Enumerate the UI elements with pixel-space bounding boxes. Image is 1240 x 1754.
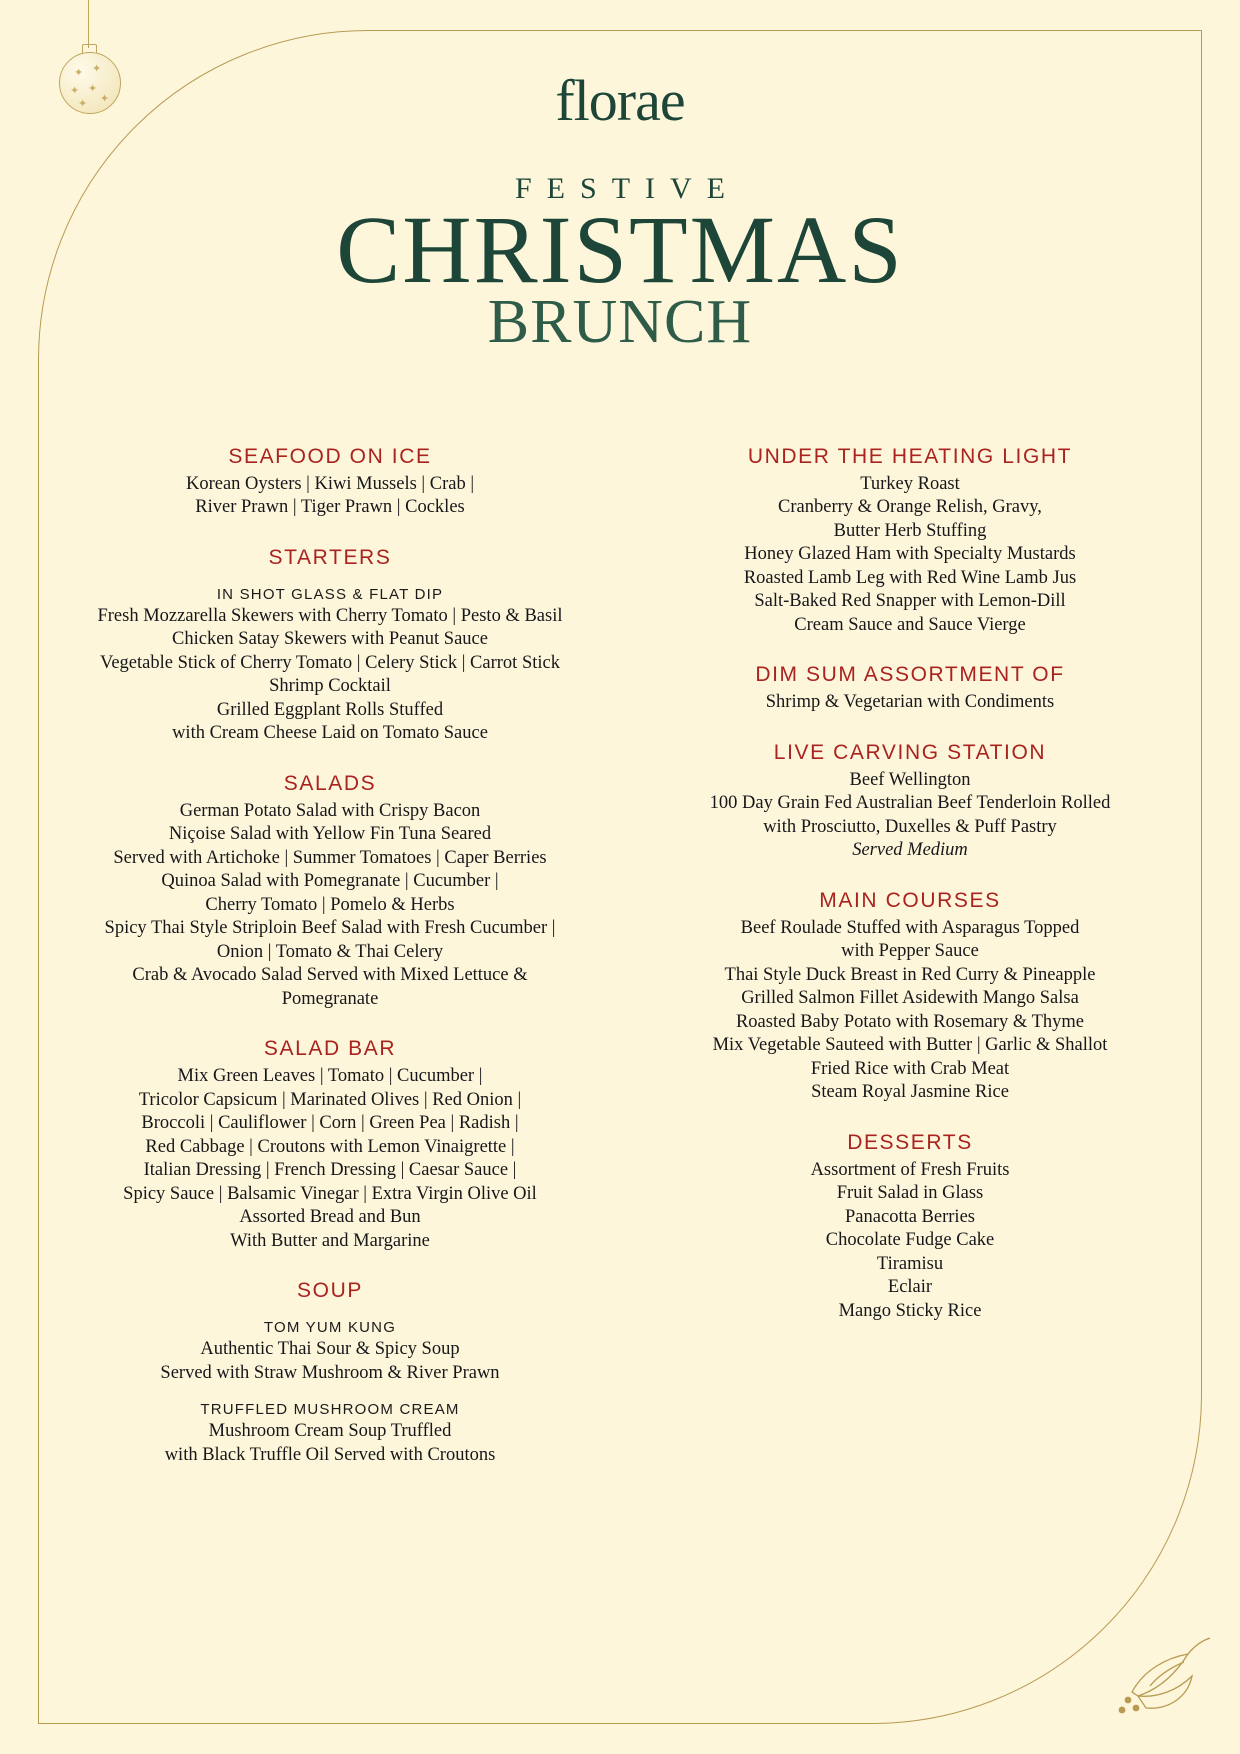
menu-item: Served with Straw Mushroom & River Prawn bbox=[160, 1362, 500, 1383]
menu-item: Served with Artichoke | Summer Tomatoes | Caper Berries bbox=[113, 847, 547, 868]
menu-item: Fruit Salad in Glass bbox=[836, 1183, 984, 1204]
menu-item: Vegetable Stick of Cherry Tomato | Celery Stick | Carrot Stick bbox=[100, 652, 560, 673]
menu-section bbox=[70, 1279, 590, 1467]
menu-item: Mango Sticky Rice bbox=[838, 1300, 982, 1321]
menu-item: Turkey Roast bbox=[860, 474, 960, 494]
page-subtitle: BRUNCH bbox=[487, 288, 753, 357]
menu-item: Spicy Sauce | Balsamic Vinegar | Extra Virgin Olive Oil bbox=[123, 1183, 537, 1204]
menu-item: Roasted Baby Potato with Rosemary & Thyme bbox=[735, 1011, 1085, 1032]
menu-item: Panacotta Berries bbox=[845, 1206, 975, 1227]
menu-item: Quinoa Salad with Pomegranate | Cucumber | bbox=[161, 871, 499, 892]
menu-section bbox=[650, 445, 1170, 637]
menu-item: Tiramisu bbox=[876, 1253, 944, 1274]
menu-subgroup bbox=[70, 1319, 590, 1385]
menu-item: Spicy Thai Style Striploin Beef Salad with Fresh Cucumber | bbox=[104, 918, 556, 939]
menu-section bbox=[70, 546, 590, 746]
menu-item: Mushroom Cream Soup Truffled bbox=[208, 1421, 452, 1442]
menu-item-note: Served Medium bbox=[852, 840, 968, 861]
section-title: DIM SUM ASSORTMENT OF bbox=[755, 663, 1065, 687]
menu-item: River Prawn | Tiger Prawn | Cockles bbox=[195, 497, 465, 518]
menu-section bbox=[650, 889, 1170, 1105]
menu-item: Beef Roulade Stuffed with Asparagus Topped bbox=[740, 917, 1080, 938]
menu-item: Cranberry & Orange Relish, Gravy, bbox=[778, 497, 1042, 518]
menu-item: With Butter and Margarine bbox=[230, 1230, 430, 1251]
section-title: SALAD BAR bbox=[263, 1037, 397, 1061]
menu-item: with Black Truffle Oil Served with Croutons bbox=[164, 1444, 496, 1465]
menu-section bbox=[650, 663, 1170, 714]
menu-item: Shrimp Cocktail bbox=[269, 676, 391, 697]
section-title: SALADS bbox=[283, 771, 377, 795]
header-eyebrow: FESTIVE bbox=[515, 172, 740, 205]
menu-section bbox=[70, 1037, 590, 1253]
menu-item: Steam Royal Jasmine Rice bbox=[811, 1082, 1009, 1103]
section-subtitle: TOM YUM KUNG bbox=[263, 1319, 397, 1337]
section-subtitle: TRUFFLED MUSHROOM CREAM bbox=[200, 1401, 460, 1419]
menu-item: Cream Sauce and Sauce Vierge bbox=[794, 614, 1026, 635]
menu-item: Korean Oysters | Kiwi Mussels | Crab | bbox=[185, 474, 475, 494]
christmas-bauble-ornament-icon: ✦ ✦ ✦ ✦ ✦ ✦ bbox=[44, 0, 134, 130]
menu-section bbox=[70, 772, 590, 1011]
menu-item: Eclair bbox=[887, 1277, 933, 1298]
menu-item: Shrimp & Vegetarian with Condiments bbox=[765, 692, 1055, 713]
menu-item: with Cream Cheese Laid on Tomato Sauce bbox=[172, 723, 488, 744]
section-title: LIVE CARVING STATION bbox=[773, 740, 1047, 764]
menu-item: Crab & Avocado Salad Served with Mixed Lettuce & bbox=[132, 965, 528, 986]
section-subtitle: IN SHOT GLASS & FLAT DIP bbox=[216, 585, 444, 603]
menu-section bbox=[650, 741, 1170, 863]
menu-item: Niçoise Salad with Yellow Fin Tuna Seared bbox=[168, 824, 492, 845]
menu-item: Chicken Satay Skewers with Peanut Sauce bbox=[172, 629, 488, 650]
menu-item: Honey Glazed Ham with Specialty Mustards bbox=[744, 544, 1076, 565]
menu-item: Assortment of Fresh Fruits bbox=[810, 1159, 1010, 1180]
menu-item: with Prosciutto, Duxelles & Puff Pastry bbox=[763, 816, 1057, 837]
menu-item: Italian Dressing | French Dressing | Caesar Sauce | bbox=[143, 1160, 517, 1181]
page-title: CHRISTMAS bbox=[336, 196, 904, 303]
menu-subgroup bbox=[70, 1401, 590, 1467]
restaurant-logo: florae bbox=[555, 68, 685, 133]
menu-columns bbox=[70, 445, 1170, 1493]
menu-item: Cherry Tomato | Pomelo & Herbs bbox=[205, 894, 455, 915]
section-title: MAIN COURSES bbox=[819, 888, 1001, 912]
section-title: SOUP bbox=[297, 1279, 363, 1303]
menu-item: Mix Vegetable Sauteed with Butter | Garlic & Shallot bbox=[712, 1035, 1108, 1056]
menu-item: with Pepper Sauce bbox=[841, 941, 979, 962]
menu-section bbox=[650, 1131, 1170, 1323]
menu-header bbox=[0, 68, 1240, 357]
menu-item: Pomegranate bbox=[281, 988, 379, 1009]
menu-item: Assorted Bread and Bun bbox=[239, 1207, 421, 1228]
menu-item: Thai Style Duck Breast in Red Curry & Pineapple bbox=[724, 964, 1096, 985]
menu-item: Mix Green Leaves | Tomato | Cucumber | bbox=[177, 1066, 483, 1087]
menu-item: Grilled Salmon Fillet Asidewith Mango Salsa bbox=[741, 988, 1079, 1009]
section-title: SEAFOOD ON ICE bbox=[228, 445, 432, 468]
section-title: STARTERS bbox=[268, 545, 392, 569]
menu-item: Authentic Thai Sour & Spicy Soup bbox=[200, 1339, 460, 1360]
menu-item: Fried Rice with Crab Meat bbox=[810, 1058, 1010, 1079]
menu-item: Chocolate Fudge Cake bbox=[825, 1230, 995, 1251]
menu-column-right bbox=[650, 445, 1170, 1493]
section-title: UNDER THE HEATING LIGHT bbox=[747, 445, 1073, 468]
menu-item: Red Cabbage | Croutons with Lemon Vinaigrette | bbox=[145, 1136, 515, 1157]
menu-column-left bbox=[70, 445, 590, 1493]
section-title: DESSERTS bbox=[847, 1130, 973, 1154]
menu-section bbox=[70, 445, 590, 520]
menu-item: Tricolor Capsicum | Marinated Olives | Red Onion | bbox=[138, 1089, 522, 1110]
menu-item: Broccoli | Cauliflower | Corn | Green Pea | Radish | bbox=[141, 1113, 519, 1134]
menu-item: Salt-Baked Red Snapper with Lemon-Dill bbox=[754, 591, 1066, 612]
menu-item: 100 Day Grain Fed Australian Beef Tenderloin Rolled bbox=[709, 793, 1111, 814]
menu-item: Butter Herb Stuffing bbox=[833, 520, 987, 541]
menu-item: Fresh Mozzarella Skewers with Cherry Tomato | Pesto & Basil bbox=[97, 605, 563, 626]
menu-item: Roasted Lamb Leg with Red Wine Lamb Jus bbox=[743, 567, 1077, 588]
menu-item: Onion | Tomato & Thai Celery bbox=[216, 941, 444, 962]
menu-item: Grilled Eggplant Rolls Stuffed bbox=[216, 699, 444, 720]
holly-leaves-icon bbox=[1092, 1614, 1212, 1724]
menu-item: Beef Wellington bbox=[849, 769, 971, 790]
menu-item: German Potato Salad with Crispy Bacon bbox=[179, 800, 481, 821]
